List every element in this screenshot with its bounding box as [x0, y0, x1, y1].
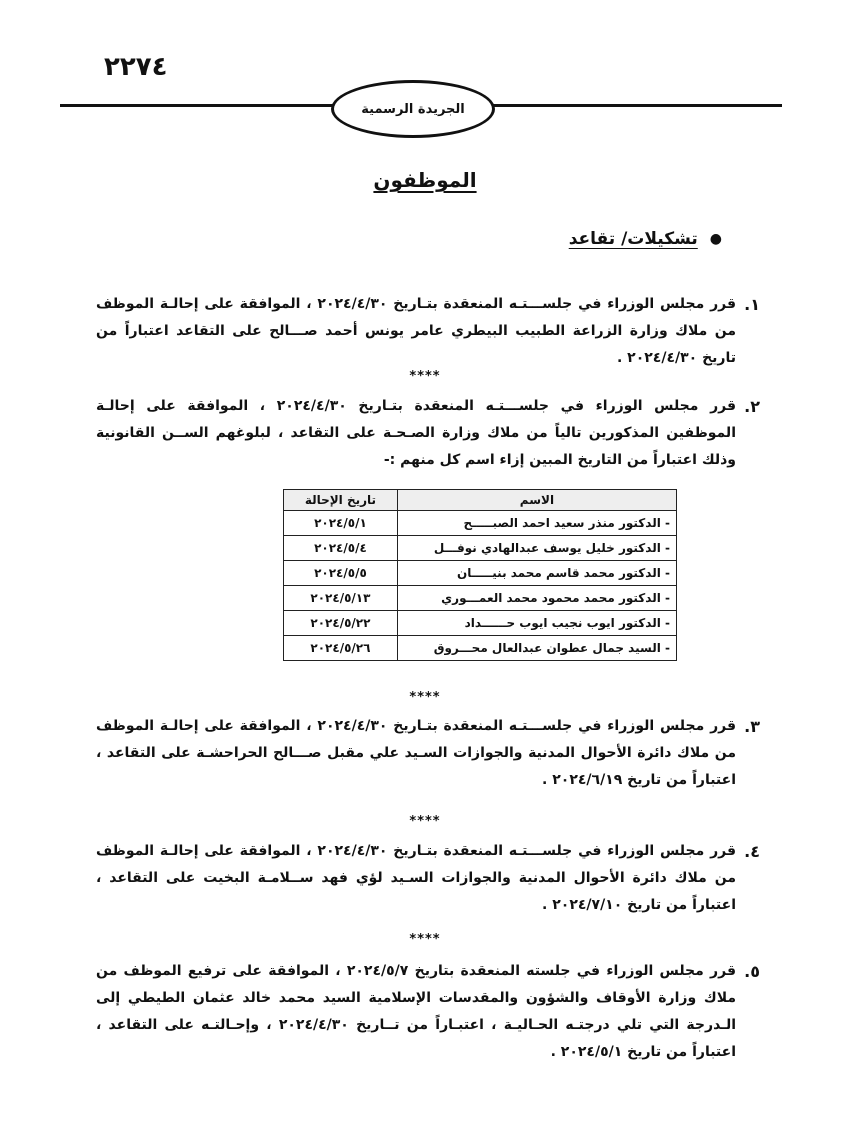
decision-item-2	[96, 393, 760, 474]
section-title-text: الموظفون	[373, 168, 477, 192]
retiree-name: - الدكتور محمد قاسم محمد بنيـــــان	[397, 561, 676, 586]
column-header-name: الاسم	[397, 490, 676, 511]
section-title	[300, 168, 550, 192]
separator-stars: ****	[409, 932, 441, 947]
item-number: ٥.	[744, 962, 760, 981]
decision-item-4	[96, 838, 760, 919]
decision-item-3	[96, 713, 760, 794]
retirees-table	[283, 489, 677, 661]
separator-stars: ****	[409, 814, 441, 829]
separator-stars: ****	[409, 369, 441, 384]
separator-stars: ****	[409, 690, 441, 705]
item-text: قرر مجلس الوزراء في جلســـتـه المنعقدة بتـاريخ ٢٠٢٤/٤/٣٠ ، الموافقة على إحالـة الموظف من ملاك وزارة الزراعة الطبيب البيطري عامر يونس أحمد صـــالح على التقاعد اعتباراً من تاريخ ٢٠٢٤/٤/٣٠ .	[96, 296, 737, 366]
subsection-title: تشكيلات/ تقاعد	[568, 229, 698, 249]
table-row	[284, 586, 677, 611]
subsection-heading	[569, 229, 722, 249]
column-header-date: تاريخ الإحالة	[284, 490, 398, 511]
page-number: ٢٢٧٤	[104, 52, 168, 82]
gazette-oval-label: الجريدة الرسمية	[331, 80, 495, 138]
retirement-date: ٢٠٢٤/٥/١	[284, 511, 398, 536]
item-text: قرر مجلس الوزراء في جلســـتـه المنعقدة بتـاريخ ٢٠٢٤/٤/٣٠ ، الموافقة على إحالـة الموظف من ملاك دائرة الأحوال المدنية والجوازات السـيد علي مقبل صـــالح الحراحشـة على التقاعد ، اعتباراً من تاريخ ٢٠٢٤/٦/١٩ .	[96, 718, 737, 788]
table-row	[284, 636, 677, 661]
retiree-name: - الدكتور محمد محمود محمد العمـــوري	[397, 586, 676, 611]
bullet-icon: ●	[709, 231, 722, 247]
retirement-date: ٢٠٢٤/٥/٢٦	[284, 636, 398, 661]
retirement-date: ٢٠٢٤/٥/٤	[284, 536, 398, 561]
retirement-date: ٢٠٢٤/٥/١٣	[284, 586, 398, 611]
table-row	[284, 536, 677, 561]
item-number: ٣.	[744, 717, 760, 736]
table-header-row	[284, 490, 677, 511]
decision-item-1	[96, 291, 760, 372]
retiree-name: - الدكتور ايوب نجيب ايوب حــــــداد	[397, 611, 676, 636]
table-row	[284, 611, 677, 636]
item-number: ٢.	[744, 397, 760, 416]
item-text: قرر مجلس الوزراء في جلسته المنعقدة بتاريخ ٢٠٢٤/٥/٧ ، الموافقة على ترفيع الموظف من ملاك وزارة الأوقاف والشؤون والمقدسات الإسلامية السيد محمد خالد عثمان الطيطي إلى الـدرجة التي تلي درجتـه الحـاليـة ، اعتبـاراً من تــاريخ ٢٠٢٤/٤/٣٠ ، وإحـالتـه على التقاعد ، اعتباراً من تاريخ ٢٠٢٤/٥/١ .	[96, 963, 736, 1060]
item-text: قرر مجلس الوزراء في جلســـتـه المنعقدة بتـاريخ ٢٠٢٤/٤/٣٠ ، الموافقة على إحالـة الموظفين المذكورين تالياً من ملاك وزارة الصـحـة على التقاعد ، لبلوغهم الســن القانونية وذلك اعتباراً من التاريخ المبين إزاء اسم كل منهم :-	[96, 398, 737, 468]
table-row	[284, 561, 677, 586]
retirement-date: ٢٠٢٤/٥/٢٢	[284, 611, 398, 636]
retirement-date: ٢٠٢٤/٥/٥	[284, 561, 398, 586]
retiree-name: - السيد جمال عطوان عبدالعال محـــروق	[397, 636, 676, 661]
item-number: ١.	[744, 295, 760, 314]
table-row	[284, 511, 677, 536]
retiree-name: - الدكتور خليل يوسف عبدالهادي نوفـــل	[397, 536, 676, 561]
decision-item-5	[96, 958, 760, 1066]
item-text: قرر مجلس الوزراء في جلســـتـه المنعقدة بتـاريخ ٢٠٢٤/٤/٣٠ ، الموافقة على إحالـة الموظف من ملاك دائرة الأحوال المدنية والجوازات السـيد لؤي فهد ســلامـة البخيت على التقاعد ، اعتباراً من تاريخ ٢٠٢٤/٧/١٠ .	[96, 843, 737, 913]
retiree-name: - الدكتور منذر سعيد احمد الصبـــــح	[397, 511, 676, 536]
item-number: ٤.	[744, 842, 760, 861]
